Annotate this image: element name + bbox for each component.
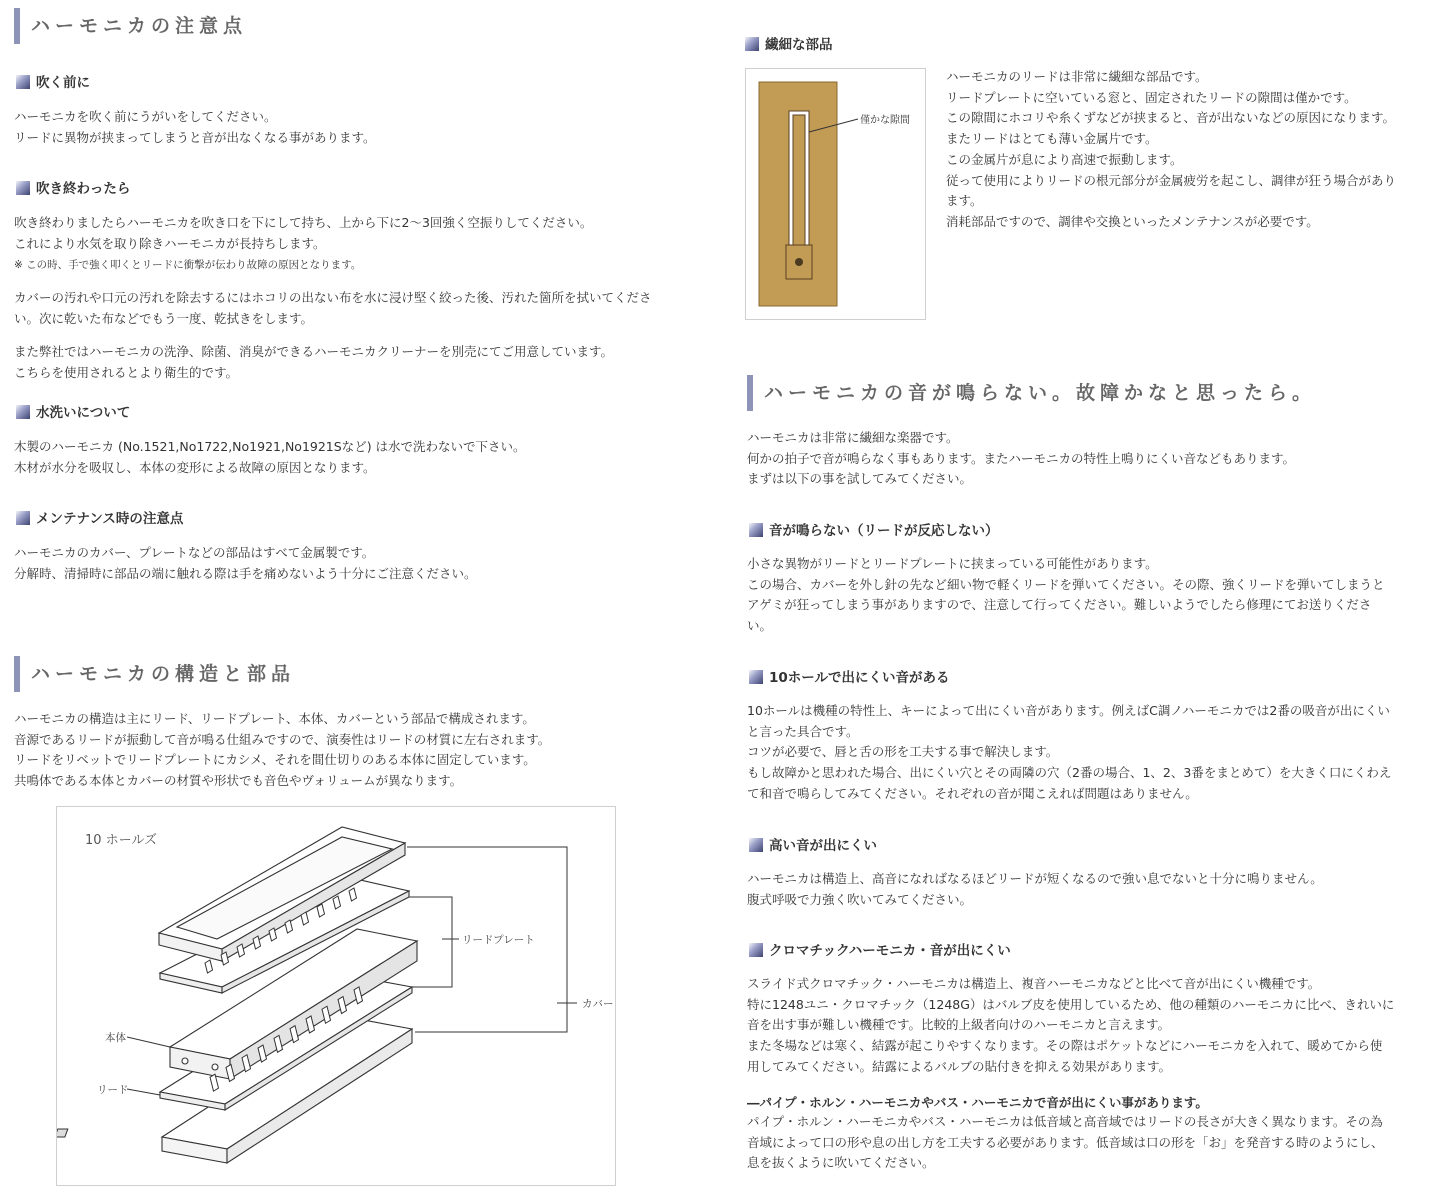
harmonica-structure-figure (56, 806, 616, 1186)
text-line: 特に1248ユニ・クロマチック（1248G）はバルブ皮を使用しているため、他の種類のハーモニカに比べ、きれいに (747, 996, 1395, 1012)
figure-title: 10 ホールズ (85, 833, 158, 848)
rivet-icon (795, 258, 803, 266)
text-line: ハーモニカの構造は主にリード、リードプレート、本体、カバーという部品で構成されます。 (14, 711, 535, 726)
text-line: ハーモニカは非常に繊細な楽器です。 (747, 430, 959, 445)
chromatic-bold-note: ―パイプ・ホルン・ハーモニカやバス・ハーモニカで音が出にくい事があります。 (747, 1095, 1208, 1110)
after-title: 吹き終わったら (36, 181, 131, 197)
gap-label: 僅かな隙間 (860, 115, 910, 126)
text-line: 分解時、清掃時に部品の端に触れる際は手を痛めないよう十分にご注意ください。 (14, 565, 477, 581)
chromatic-text-2 (747, 1112, 1384, 1174)
text-line: 息を抜くように吹いてください。 (747, 1155, 935, 1171)
text-line: リードに異物が挟まってしまうと音が出なくなる事があります。 (14, 129, 376, 145)
text-line: 音域によって口の形や息の出し方を工夫する必要があります。低音域は口の形を「お」を発音する時のようにし、 (747, 1134, 1384, 1150)
no-sound-heading (749, 522, 999, 540)
ten-hole-heading (749, 669, 950, 687)
text-line: カバーの汚れや口元の汚れを除去するにはホコリの出ない布を水に浸け堅く絞った後、汚れた箇所を拭いてくださ (14, 290, 652, 305)
text-line: い。 (747, 618, 773, 634)
trouble-heading: ハーモニカの音が鳴らない。故障かなと思ったら。 (747, 375, 1316, 411)
before-heading (16, 74, 90, 92)
text-line: 小さな異物がリードとリードプレートに挟まっている可能性があります。 (747, 556, 1158, 571)
delicate-title: 繊細な部品 (765, 37, 833, 53)
square-bullet-icon (16, 181, 30, 195)
text-line: 木材が水分を吸収し、本体の変形による故障の原因となります。 (14, 459, 376, 475)
text-line: またリードはとても薄い金属片です。 (946, 131, 1158, 147)
label-body: 本体 (105, 1032, 126, 1044)
before-title: 吹く前に (36, 75, 90, 91)
care-heading: ハーモニカの注意点 (14, 8, 247, 44)
text-line: 音を出す事が難しい機種です。比較的上級者向けのハーモニカと言えます。 (747, 1017, 1171, 1033)
label-cover: カバー (582, 998, 614, 1010)
text-line: ハーモニカのリードは非常に繊細な部品です。 (946, 69, 1208, 84)
harmonica-exploded-diagram (57, 807, 617, 1187)
text-line: コツが必要で、唇と舌の形を工夫する事で解決します。 (747, 744, 1059, 760)
text-line: リードをリベットでリードプレートにカシメ、それを間仕切りのある本体に固定しています。 (14, 752, 536, 768)
text-line: パイプ・ホルン・ハーモニカやバス・ハーモニカは低音域と高音域ではリードの長さが大きく異なります。その為 (747, 1114, 1383, 1129)
high-title: 高い音が出にくい (769, 838, 877, 854)
before-text (14, 107, 376, 148)
reed-gap-figure (745, 68, 926, 320)
text-line: ハーモニカのカバー、プレートなどの部品はすべて金属製です。 (14, 545, 375, 560)
high-heading (749, 837, 877, 855)
reed-gap-diagram (746, 69, 927, 321)
text-line: 従って使用によりリードの根元部分が金属疲労を起こし、調律が狂う場合があり (946, 172, 1397, 188)
maintenance-text (14, 543, 477, 584)
text-line: と言った具合です。 (747, 723, 859, 739)
text-line: スライド式クロマチック・ハーモニカは構造上、複音ハーモニカなどと比べて音が出にくい機種です。 (747, 976, 1321, 991)
after-note: ※ この時、手で強く叩くとリードに衝撃が伝わり故障の原因となります。 (14, 259, 362, 271)
chromatic-text (747, 974, 1394, 1078)
text-line: この場合、カバーを外し針の先など細い物で軽くリードを弾いてください。その際、強くリードを弾いてしまうと (747, 576, 1385, 592)
text-line: リードプレートに空いている窓と、固定されたリードの隙間は僅かです。 (946, 89, 1357, 105)
no-sound-text (747, 554, 1385, 637)
square-bullet-icon (16, 405, 30, 419)
chromatic-title: クロマチックハーモニカ・音が出にくい (769, 943, 1011, 959)
reed-tongue (793, 115, 805, 247)
text-line: ハーモニカを吹く前にうがいをしてください。 (14, 109, 277, 124)
label-reed-plate: リードプレート (462, 934, 535, 946)
text-line: もし故障かと思われた場合、出にくい穴とその両隣の穴（2番の場合、1、2、3番をまとめて）を大きく口にくわえ (747, 765, 1392, 781)
text-line: これにより水気を取り除きハーモニカが長持ちします。 (14, 235, 326, 251)
wash-heading (16, 404, 130, 422)
square-bullet-icon (745, 37, 759, 51)
square-bullet-icon (749, 943, 763, 957)
text-line: 吹き終わりましたらハーモニカを吹き口を下にして持ち、上から下に2〜3回強く空振りしてください。 (14, 215, 593, 230)
text-line: ハーモニカは構造上、高音になればなるほどリードが短くなるので強い息でないと十分に鳴りません。 (747, 871, 1323, 886)
text-line: こちらを使用されるとより衛生的です。 (14, 364, 239, 380)
square-bullet-icon (749, 523, 763, 537)
delicate-text (946, 67, 1396, 233)
high-text (747, 869, 1323, 910)
after-text-2 (14, 288, 652, 329)
text-line: 消耗部品ですので、調律や交換といったメンテナンスが必要です。 (946, 213, 1319, 229)
after-heading (16, 180, 130, 198)
wash-text (14, 437, 526, 478)
chromatic-heading (749, 942, 1011, 960)
square-bullet-icon (16, 75, 30, 89)
text-line: 音源であるリードが振動して音が鳴る仕組みですので、演奏性はリードの材質に左右されます。 (14, 731, 551, 747)
text-line: 木製のハーモニカ (No.1521,No1722,No1921,No1921Sなど) は水で洗わないで下さい。 (14, 439, 526, 454)
after-text-3 (14, 342, 613, 383)
trouble-intro (747, 428, 1295, 490)
after-text (14, 213, 592, 254)
square-bullet-icon (749, 670, 763, 684)
structure-text (14, 709, 550, 792)
text-line: アゲミが狂ってしまう事がありますので、注意して行ってください。難しいようでしたら修理にてお送りくださ (747, 597, 1372, 613)
text-line: い。次に乾いた布などでもう一度、乾拭きをします。 (14, 310, 314, 326)
text-line: また冬場などは寒く、結露が起こりやすくなります。その際はポケットなどにハーモニカを入れて、暖めてから使 (747, 1038, 1383, 1054)
text-line: この金属片が息により高速で振動します。 (946, 151, 1183, 167)
wash-title: 水洗いについて (36, 405, 131, 421)
text-line: また弊社ではハーモニカの洗浄、除菌、消臭ができるハーモニカクリーナーを別売にてご用意しています。 (14, 344, 614, 359)
text-line: ます。 (946, 193, 983, 209)
ten-hole-text (747, 701, 1391, 805)
maintenance-title: メンテナンス時の注意点 (36, 511, 184, 527)
square-bullet-icon (749, 838, 763, 852)
no-sound-title: 音が鳴らない（リードが反応しない） (769, 523, 999, 539)
text-line: 共鳴体である本体とカバーの材質や形状でも音色やヴォリュームが異なります。 (14, 773, 463, 789)
delicate-heading (745, 36, 833, 54)
structure-heading: ハーモニカの構造と部品 (14, 656, 295, 692)
text-line: 10ホールは機種の特性上、キーによって出にくい音があります。例えばC調ノハーモニカでは2番の吸音が出にくい (747, 703, 1390, 718)
maintenance-heading (16, 510, 183, 528)
text-line: 何かの拍子で音が鳴らなく事もあります。またハーモニカの特性上鳴りにくい音などもあります。 (747, 450, 1296, 466)
text-line: て和音で鳴らしてみてください。それぞれの音が聞こえれば問題はありません。 (747, 785, 1198, 801)
text-line: 用してみてください。結露によるバルブの貼付きを抑える効果があります。 (747, 1058, 1172, 1074)
ten-hole-title: 10ホールで出にくい音がある (769, 670, 950, 686)
square-bullet-icon (16, 511, 30, 525)
text-line: この隙間にホコリや糸くずなどが挟まると、音が出ないなどの原因になります。 (946, 110, 1396, 126)
text-line: まずは以下の事を試してみてください。 (747, 471, 973, 487)
label-reed: リード (97, 1084, 129, 1096)
text-line: 腹式呼吸で力強く吹いてみてください。 (747, 891, 973, 907)
